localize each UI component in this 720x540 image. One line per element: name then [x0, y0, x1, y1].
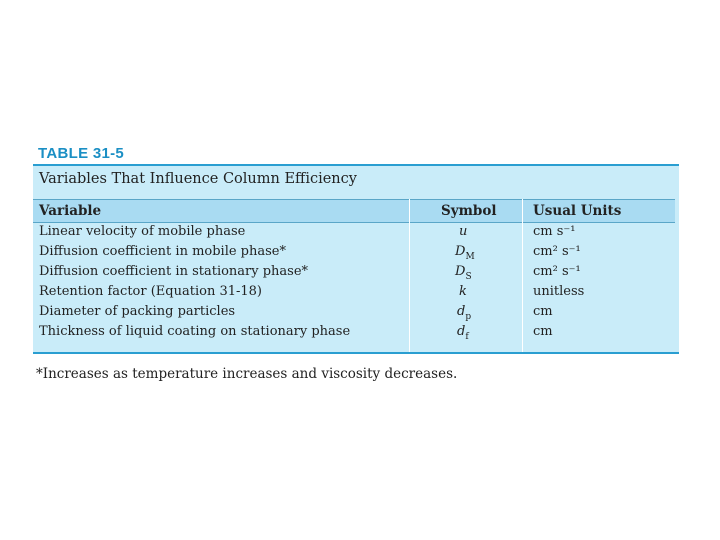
cell-variable: Retention factor (Equation 31-18): [39, 284, 262, 299]
table-row: [33, 263, 675, 283]
data-table: [33, 164, 679, 354]
cell-units: cm² s⁻¹: [533, 244, 581, 259]
table-header-row: [33, 199, 675, 223]
cell-units: cm s⁻¹: [533, 224, 576, 239]
header-symbol: Symbol: [441, 203, 497, 219]
cell-units: cm: [533, 304, 553, 319]
cell-variable: Linear velocity of mobile phase: [39, 224, 246, 239]
table-row: [33, 283, 675, 303]
cell-symbol: u: [459, 224, 468, 239]
cell-variable: Thickness of liquid coating on stationary phase: [39, 324, 351, 339]
cell-symbol: $D_M$: [455, 244, 475, 262]
cell-symbol: $d_p$: [457, 304, 472, 322]
cell-symbol: k: [459, 284, 467, 299]
header-variable: Variable: [39, 203, 102, 219]
cell-units: cm² s⁻¹: [533, 264, 581, 279]
table-caption: Variables That Influence Column Efficiency: [39, 171, 357, 187]
table-label: TABLE 31-5: [38, 145, 125, 162]
cell-variable: Diffusion coefficient in mobile phase*: [39, 244, 286, 259]
table-row: [33, 303, 675, 323]
table-row: [33, 323, 675, 343]
cell-symbol: $d_f$: [457, 324, 469, 342]
cell-units: unitless: [533, 284, 585, 299]
header-units: Usual Units: [533, 203, 622, 219]
cell-units: cm: [533, 324, 553, 339]
table-row: [33, 223, 675, 243]
table-row: [33, 243, 675, 263]
cell-variable: Diameter of packing particles: [39, 304, 236, 319]
cell-symbol: $D_S$: [455, 264, 472, 282]
cell-variable: Diffusion coefficient in stationary phase*: [39, 264, 309, 279]
table-footnote: *Increases as temperature increases and viscosity decreases.: [36, 366, 458, 382]
